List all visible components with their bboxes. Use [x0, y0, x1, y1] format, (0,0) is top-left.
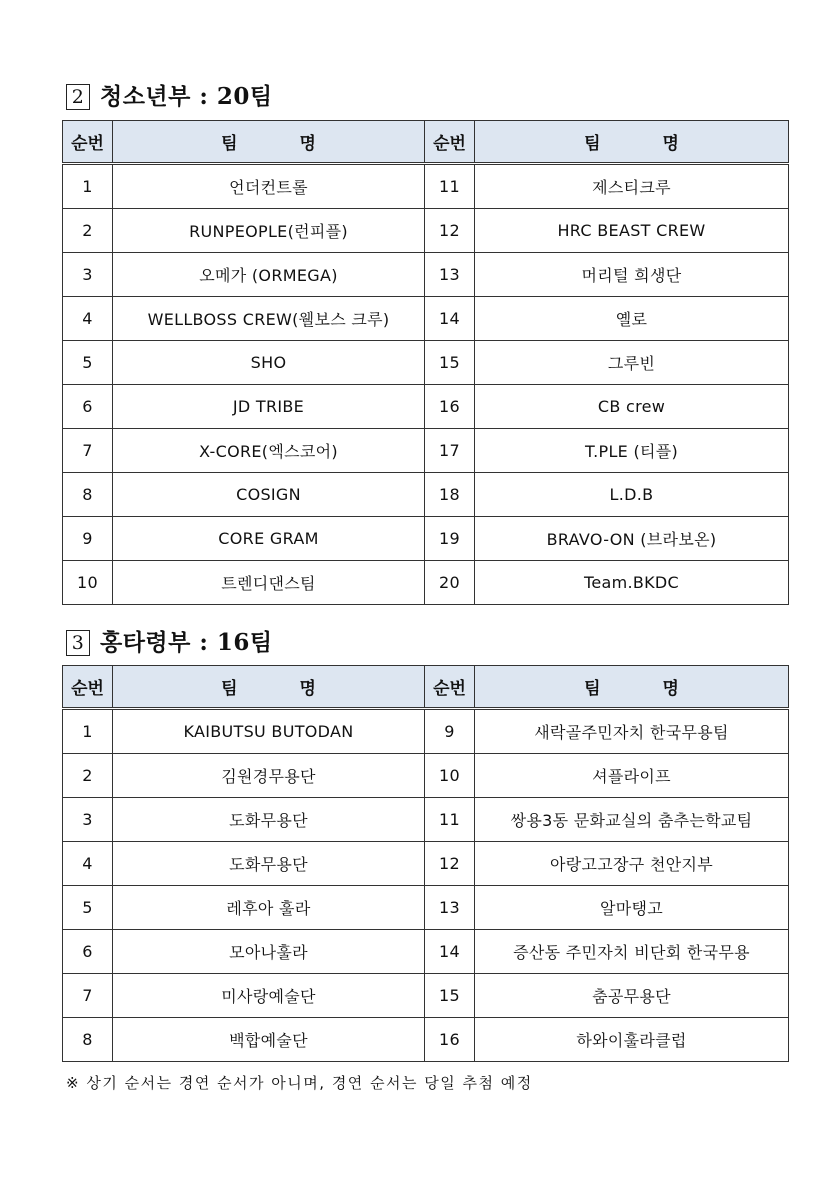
table-row	[63, 886, 789, 930]
order-cell: 1	[63, 164, 113, 209]
team-name-cell: Team.BKDC	[475, 561, 789, 605]
order-cell: 3	[63, 798, 113, 842]
header-team-name: 팀 명	[475, 121, 789, 164]
order-cell: 10	[63, 561, 113, 605]
table-row	[63, 253, 789, 297]
header-team-name: 팀 명	[113, 121, 425, 164]
header-order: 순번	[63, 121, 113, 164]
team-name-cell: RUNPEOPLE(런피플)	[113, 209, 425, 253]
order-cell: 16	[425, 385, 475, 429]
section-title-text: 청소년부 : 20팀	[100, 83, 273, 110]
team-name-cell: 옐로	[475, 297, 789, 341]
team-name-cell: L.D.B	[475, 473, 789, 517]
table-row	[63, 429, 789, 473]
hongtaryeong-team-table	[62, 665, 789, 1062]
header-order: 순번	[425, 121, 475, 164]
order-cell: 5	[63, 886, 113, 930]
section-title-youth	[66, 78, 273, 111]
order-cell: 9	[63, 517, 113, 561]
team-name-cell: 증산동 주민자치 비단회 한국무용	[475, 930, 789, 974]
order-cell: 19	[425, 517, 475, 561]
team-name-cell: 그루빈	[475, 341, 789, 385]
team-name-cell: 하와이훌라클럽	[475, 1018, 789, 1062]
team-name-cell: KAIBUTSU BUTODAN	[113, 709, 425, 754]
order-cell: 4	[63, 842, 113, 886]
table-row	[63, 561, 789, 605]
team-name-cell: 새락골주민자치 한국무용팀	[475, 709, 789, 754]
team-name-cell: T.PLE (티플)	[475, 429, 789, 473]
table-row	[63, 798, 789, 842]
team-name-cell: 모아나훌라	[113, 930, 425, 974]
table-row	[63, 517, 789, 561]
order-cell: 9	[425, 709, 475, 754]
team-name-cell: 도화무용단	[113, 842, 425, 886]
order-cell: 10	[425, 754, 475, 798]
team-name-cell: 아랑고고장구 천안지부	[475, 842, 789, 886]
order-cell: 2	[63, 209, 113, 253]
order-cell: 13	[425, 886, 475, 930]
team-name-cell: JD TRIBE	[113, 385, 425, 429]
table-row	[63, 385, 789, 429]
order-cell: 8	[63, 473, 113, 517]
order-cell: 11	[425, 798, 475, 842]
table-row	[63, 341, 789, 385]
team-name-cell: X-CORE(엑스코어)	[113, 429, 425, 473]
team-name-cell: 백합예술단	[113, 1018, 425, 1062]
team-name-cell: 도화무용단	[113, 798, 425, 842]
table-row	[63, 842, 789, 886]
team-name-cell: 쌍용3동 문화교실의 춤추는학교팀	[475, 798, 789, 842]
team-name-cell: 언더컨트롤	[113, 164, 425, 209]
order-cell: 18	[425, 473, 475, 517]
header-order: 순번	[425, 666, 475, 709]
order-cell: 2	[63, 754, 113, 798]
order-cell: 12	[425, 209, 475, 253]
section-number-box: 3	[66, 630, 90, 656]
table-row	[63, 1018, 789, 1062]
team-name-cell: 셔플라이프	[475, 754, 789, 798]
table-row	[63, 709, 789, 754]
order-cell: 14	[425, 930, 475, 974]
table-row	[63, 209, 789, 253]
table-header-row	[63, 121, 789, 164]
team-name-cell: 트렌디댄스팀	[113, 561, 425, 605]
section-title-text: 홍타령부 : 16팀	[100, 629, 273, 656]
team-name-cell: WELLBOSS CREW(웰보스 크루)	[113, 297, 425, 341]
table-row	[63, 974, 789, 1018]
section-number-box: 2	[66, 84, 90, 110]
team-name-cell: 김원경무용단	[113, 754, 425, 798]
team-name-cell: 알마탱고	[475, 886, 789, 930]
team-name-cell: 제스티크루	[475, 164, 789, 209]
team-name-cell: 오메가 (ORMEGA)	[113, 253, 425, 297]
table-row	[63, 164, 789, 209]
table-row	[63, 930, 789, 974]
section-title-hongtaryeong	[66, 624, 273, 657]
team-name-cell: CB crew	[475, 385, 789, 429]
order-cell: 3	[63, 253, 113, 297]
team-name-cell: BRAVO-ON (브라보온)	[475, 517, 789, 561]
youth-team-table	[62, 120, 789, 605]
order-cell: 15	[425, 341, 475, 385]
order-cell: 5	[63, 341, 113, 385]
order-cell: 8	[63, 1018, 113, 1062]
order-cell: 15	[425, 974, 475, 1018]
team-name-cell: 춤공무용단	[475, 974, 789, 1018]
order-cell: 4	[63, 297, 113, 341]
header-order: 순번	[63, 666, 113, 709]
team-name-cell: HRC BEAST CREW	[475, 209, 789, 253]
team-name-cell: 머리털 희생단	[475, 253, 789, 297]
order-cell: 16	[425, 1018, 475, 1062]
order-cell: 6	[63, 385, 113, 429]
team-name-cell: SHO	[113, 341, 425, 385]
team-name-cell: 레후아 훌라	[113, 886, 425, 930]
order-cell: 1	[63, 709, 113, 754]
table-row	[63, 473, 789, 517]
team-name-cell: COSIGN	[113, 473, 425, 517]
order-cell: 6	[63, 930, 113, 974]
order-cell: 11	[425, 164, 475, 209]
order-cell: 7	[63, 429, 113, 473]
order-cell: 7	[63, 974, 113, 1018]
footnote: ※ 상기 순서는 경연 순서가 아니며, 경연 순서는 당일 추첨 예정	[66, 1074, 533, 1092]
team-name-cell: CORE GRAM	[113, 517, 425, 561]
table-row	[63, 754, 789, 798]
order-cell: 17	[425, 429, 475, 473]
order-cell: 20	[425, 561, 475, 605]
header-team-name: 팀 명	[475, 666, 789, 709]
order-cell: 12	[425, 842, 475, 886]
order-cell: 14	[425, 297, 475, 341]
team-name-cell: 미사랑예술단	[113, 974, 425, 1018]
header-team-name: 팀 명	[113, 666, 425, 709]
table-row	[63, 297, 789, 341]
table-header-row	[63, 666, 789, 709]
order-cell: 13	[425, 253, 475, 297]
